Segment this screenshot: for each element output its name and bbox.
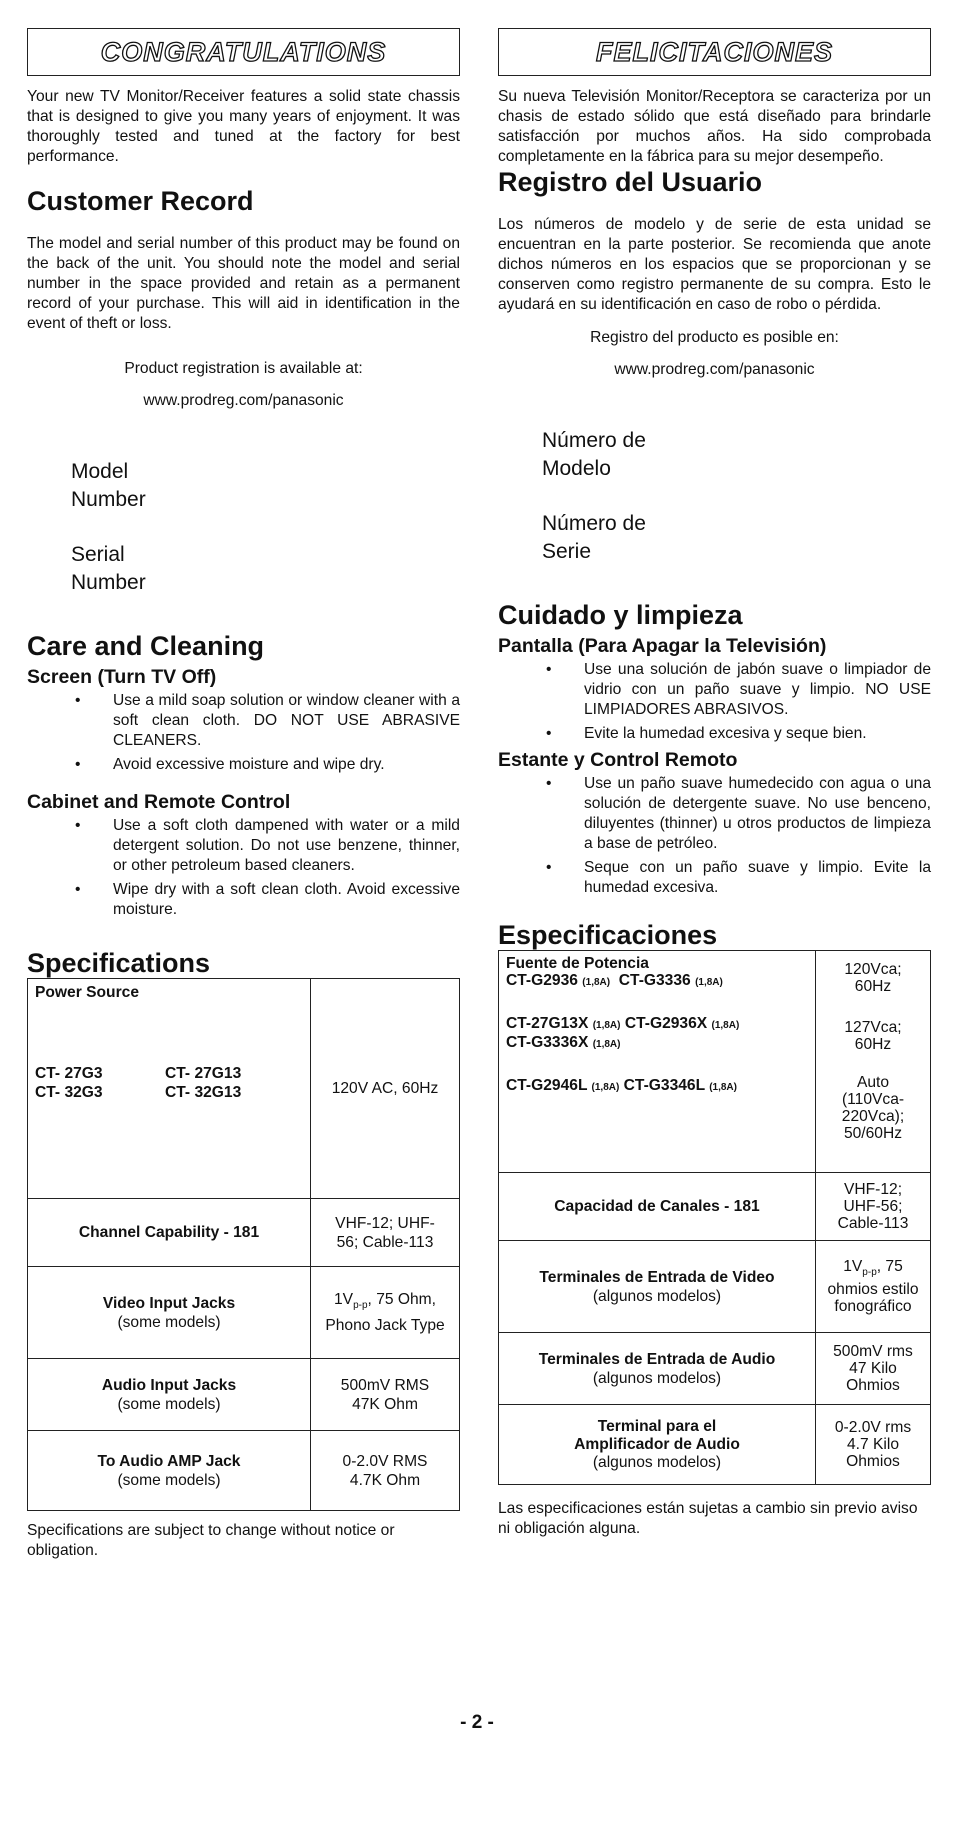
screen-heading: Pantalla (Para Apagar la Televisión) [498,635,827,657]
video-label: Terminales de Entrada de Video [539,1268,775,1286]
care-cleaning-heading: Cuidado y limpieza [498,600,743,630]
model-number-field [498,427,931,483]
table-row [499,1241,931,1333]
specifications-note: Las especificaciones están sujetas a cambio sin previo aviso ni obligación alguna. [498,1500,918,1537]
registration-label: Registro del producto es posible en: [590,329,839,346]
banner-title: FELICITACIONES [595,36,833,67]
amp-value: 0-2.0V RMS [342,1452,428,1470]
power-source-label: Fuente de Potencia [506,955,649,972]
banner-title: CONGRATULATIONS [100,36,387,67]
power-value: 60Hz [854,978,892,995]
power-value: 60Hz [854,1036,892,1053]
model-id: CT- 27G3 [35,1065,103,1082]
intro-paragraph: Su nueva Televisión Monitor/Receptora se caracteriza por un chasis de estado sólido que está diseñado para brindarle satisfacción por muchos años. Ha sido comprobada completamente en la fábrica para su mejor desempeño. [498,88,931,165]
amp-label: Terminal para el [597,1417,717,1435]
model-id: CT- 32G13 [165,1084,242,1101]
video-label-cell [28,1267,311,1359]
audio-label: Audio Input Jacks [101,1376,237,1394]
screen-list [498,660,931,744]
page-number: - 2 - [460,1712,494,1733]
specifications-note: Specifications are subject to change without notice or obligation. [27,1522,395,1559]
amp-label: Amplificador de Audio [574,1435,740,1453]
congratulations-banner [27,28,460,76]
table-row [28,1199,460,1267]
amp-label: To Audio AMP Jack [97,1452,241,1470]
model-id: CT- 27G13 [165,1065,242,1082]
specifications-heading: Especificaciones [498,920,718,950]
amp-label-cell [499,1405,816,1485]
table-row [28,979,460,1199]
audio-value: 500mV RMS [340,1376,430,1394]
english-column [27,28,460,1561]
model-list [35,1064,303,1102]
cabinet-list [27,816,460,920]
table-row [28,1431,460,1511]
amp-value: 4.7K Ohm [349,1471,421,1489]
registration-url: www.prodreg.com/panasonic [614,361,815,378]
specifications-table [27,978,460,1511]
model-label-line2: Modelo [542,457,611,480]
model-number-field [27,458,460,514]
intro-paragraph: Your new TV Monitor/Receiver features a solid state chassis that is designed to give you many years of enjoyment. It was thoroughly tested and tuned at the factory for best performance. [27,88,460,165]
felicitaciones-banner [498,28,931,76]
power-value: Auto (110Vca-220Vca); 50/60Hz [841,1074,905,1142]
audio-sub: (some models) [117,1395,221,1413]
power-value: 120Vca; [844,961,902,978]
power-value: 120V AC, 60Hz [311,979,460,1199]
list-item: • Use a mild soap solution or window cleaner with a soft clean cloth. DO NOT USE ABRASIVE CLEANERS. [75,692,460,749]
cabinet-heading: Cabinet and Remote Control [27,791,291,813]
serial-number-field [27,541,460,597]
power-values-cell [816,951,931,1173]
model-label-line2: Number [71,488,146,511]
customer-record-heading: Customer Record [27,186,254,216]
model-group-3: CT-G2946L (1,8A) CT-G3346L (1,8A) [506,1077,737,1094]
screen-list [27,691,460,775]
list-item: • Use un paño suave humedecido con agua o una solución de detergente suave. No use benceno, diluyentes (thinner) u otros productos de limpieza a base de petróleo. [546,775,931,852]
amp-sub: (some models) [117,1471,221,1489]
serial-label-line1: Número de [542,512,646,535]
table-row [499,1333,931,1405]
channel-value: VHF-12; UHF-56; Cable-113 [311,1199,460,1267]
audio-value-cell [311,1359,460,1431]
specifications-heading: Specifications [27,948,211,978]
video-sub: (algunos modelos) [592,1287,722,1305]
model-group-2: CT-27G13X (1,8A) CT-G2936X (1,8A) CT-G3336X (1,8A) [506,1015,740,1051]
table-row [28,1359,460,1431]
registration-url: www.prodreg.com/panasonic [143,392,344,409]
video-value: $1V_{p-p}$, 75 ohmios estilo fonográfico [816,1241,931,1333]
table-row [28,1267,460,1359]
video-label-cell [499,1241,816,1333]
list-item: • Use una solución de jabón suave o limpiador de vidrio con un paño suave y limpio. NO USE LIMPIADORES ABRASIVOS. [546,661,931,718]
channel-label: Channel Capability - 181 [28,1199,311,1267]
amp-sub: (algunos modelos) [592,1453,722,1471]
customer-record-text: The model and serial number of this product may be found on the back of the unit. You should note the model and serial number in the space provided and retain as a permanent record of your purchase. This will aid in identification in the event of theft or loss. [27,235,460,332]
audio-label-cell [28,1359,311,1431]
table-row [499,1405,931,1485]
model-id: CT- 32G3 [35,1084,103,1101]
table-row [499,951,931,1173]
cabinet-heading: Estante y Control Remoto [498,749,738,771]
customer-record-text: Los números de modelo y de serie de esta unidad se encuentran en la parte posterior. Se recomienda que anote dichos números en los espacios que se proporcionan y se conserven como registro permanente de su compra. Esto le ayudará en su identificación en caso de robo o pérdida. [498,216,931,313]
channel-value: VHF-12; UHF-56; Cable-113 [816,1173,931,1241]
customer-record-heading: Registro del Usuario [498,167,763,197]
power-source-cell [499,951,816,1173]
audio-value: 500mV rms 47 Kilo Ohmios [816,1333,931,1405]
table-row [499,1173,931,1241]
list-item: • Use a soft cloth dampened with water or a mild detergent solution. Do not use benzene, thinner, or other petroleum based cleaners. [75,817,460,874]
serial-label-line2: Serie [542,540,592,563]
model-label-line1: Model [71,460,129,483]
power-source-label: Power Source [35,984,139,1001]
model-label-line1: Número de [542,429,646,452]
model-group-1: CT-G2936 (1,8A) CT-G3336 (1,8A) [506,972,723,989]
list-item: • Evite la humedad excesiva y seque bien. [546,725,867,742]
audio-sub: (algunos modelos) [592,1369,722,1387]
video-sub: (some models) [117,1313,221,1331]
amp-label-cell [28,1431,311,1511]
video-label: Video Input Jacks [102,1294,236,1312]
list-item: • Wipe dry with a soft clean cloth. Avoid excessive moisture. [75,881,460,918]
power-source-cell [28,979,311,1199]
registration-label: Product registration is available at: [124,360,363,377]
amp-value-cell [311,1431,460,1511]
screen-heading: Screen (Turn TV Off) [27,666,217,688]
audio-value: 47K Ohm [352,1395,418,1413]
serial-label-line1: Serial [71,543,125,566]
serial-label-line2: Number [71,571,146,594]
power-value: 127Vca; [844,1019,902,1036]
spanish-column [498,28,931,1539]
list-item: • Seque con un paño suave y limpio. Evite la humedad excesiva. [546,859,931,896]
care-cleaning-heading: Care and Cleaning [27,631,265,661]
list-item: • Avoid excessive moisture and wipe dry. [75,756,385,773]
specifications-table [498,950,931,1485]
audio-label-cell [499,1333,816,1405]
video-value: $1V_{p-p}$, 75 Ohm, Phono Jack Type [311,1267,460,1359]
audio-label: Terminales de Entrada de Audio [538,1350,776,1368]
cabinet-list [498,774,931,898]
channel-label: Capacidad de Canales - 181 [499,1173,816,1241]
serial-number-field [498,510,931,566]
amp-value: 0-2.0V rms 4.7 Kilo Ohmios [816,1405,931,1485]
